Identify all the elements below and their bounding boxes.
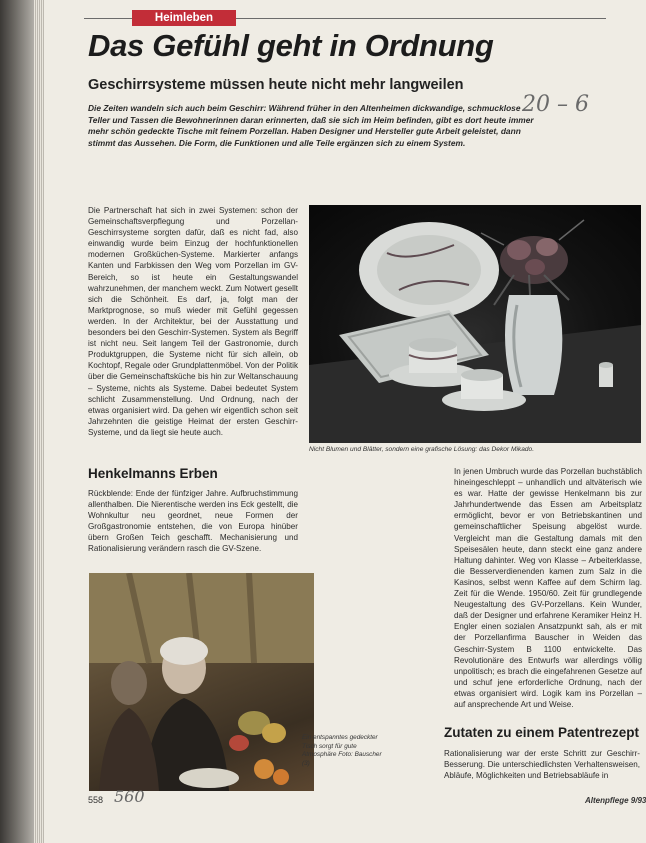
tableware-photo: [309, 205, 641, 443]
large-plate: [359, 222, 499, 318]
headline: Das Gefühl geht in Ordnung: [88, 28, 494, 63]
body-column-3: In jenen Umbruch wurde das Porzellan buchstäblich hineingeschleppt – unhandlich und altväterisch wie es war. Hatte der gewisse Henkelmann bis zur Jahrhundertwende das Essen am Arbeitsplatz ermöglicht, bevor er von Betriebskantinen und gemeinschaftlicher Speisung abgelöst wurde. Vergleicht man die Gestaltung damals mit den Speisesälen heute, dann steckt eine ganz andere Haltung dahinter. Weg von Klasse – Arbeiterklasse, die Besserverdienenden kamen zum Salz in die Kasinos, selbst wenn Kaffee auf dem Schirm lag. Zeit für die Wende. 1950/60. Zeit für grundlegende Neugestaltung des GV-Porzellans. Kein Wunder, daß der Designer und erfahrene Keramiker Heinz H. Engler einen sozialen Ansatzpunkt sah, als er mit der Porzellanfirma Bauscher in Weiden das Geschirr-System B 1100 entwickelte. Das Revolutionäre des Entwurfs war allerdings völlig unpolitisch; es brach die eingefahrenen Gesetze auf und schuf jene erforderliche Ordnung, nach der etwas organisiert wird. Logik kam ins Porzellan – auf ansprechende Art und Weise.: [454, 467, 642, 709]
subheadline: Geschirrsysteme müssen heute nicht mehr langweilen: [88, 77, 464, 93]
body-column-1: Die Partnerschaft hat sich in zwei Systemen: schon der Gemeinschaftsverpflegung und Porzellan-Geschirrsysteme sorgten dafür, daß es nicht fad, also einwandig wurde beim Einzug der hochfunktionellen modernen Großküchen-Systeme. Markierter anfangs Kanten und Farbkissen den Weg vom Porzellan im GV-Bereich, so ist heute ein Gestaltungswandel wahrzunehmen, der manchem weckt. Zum Notwert gesellt sich die Schönheit. Es darf, ja, folgt man der Marktprognose, so muß wieder mit Gefühl gegessen werden. In der Architektur, bei der Ausstattung und besonders bei den Geschirr-Systemen. System als Begriff ist nicht neu. Seit langem Teil der Gastronomie, durch Produktgruppen, die Systeme nicht für sich allein, ob Kochtopf, Regale oder Grundplattenmöbel. Von der Politik über die Gemeinschaftsküche bis hin zur Weltanschauung – Systeme, nichts als Systeme. Dabei bedeutet System schlicht Zusammenstellung. Und Ordnung, nach der etwas organisiert wird. Da gehen wir eigentlich schon seit Jahrzehnten die geistige Heimat der ersten Geschirr-Systeme, und da liegt sie heute auch.: [88, 206, 298, 437]
handwritten-page-number: 560: [114, 787, 145, 806]
section-tag: Heimleben: [132, 10, 236, 26]
zutaten-heading: Zutaten zu einem Patentrezept: [444, 725, 640, 740]
second-person: [99, 661, 159, 791]
handwritten-note: 20 – 6: [522, 92, 589, 117]
table-flowers: [229, 711, 286, 751]
photo-caption-1: Nicht Blumen und Blätter, sondern eine grafische Lösung: das Dekor Mikado.: [309, 446, 535, 453]
photo-caption-2: Ein entspanntes gedeckter Tisch sorgt für gute Atmosphäre Foto: Bauscher (3): [302, 734, 382, 767]
page-number: 558: [88, 795, 104, 805]
henkelmann-heading: Henkelmanns Erben: [88, 466, 218, 481]
zutaten-text: Rationalisierung war der erste Schritt zur Geschirr-Besserung. Die unterschiedlichsten Verhaltensweisen, Abläufe, Möglichkeiten und Betriebsabläufe in: [444, 749, 640, 781]
henkelmann-text: Rückblende: Ende der fünfziger Jahre. Aufbruchstimmung allenthalben. Die Nierentische werden ins Eck gestellt, die Wohnkultur neu geordnet, neue Formen der Großgastronomie entstehen, die von Europa hinüber übern Großen Teich geschafft. Mechanisierung und Rationalisierung verändern rasch die GV-Szene.: [88, 489, 298, 554]
magazine-reference: Altenpflege 9/93: [585, 796, 646, 805]
magazine-page: [44, 0, 646, 843]
lead-paragraph: Die Zeiten wandeln sich auch beim Geschirr: Während früher in den Altenheimen dickwandige, schmucklose Teller und Tassen die Bewohnerinnen daran erinnerten, daß sie sich im Heim befinden, gibt es dort heute immer mehr schön gedeckte Tische mit feinem Porzellan. Haben Designer und Hersteller gute Arbeit geleistet, dann stimmt das Aussehen. Die Form, die Funktionen und alle Teile ergänzen sich zu einem System.: [88, 103, 534, 148]
residents-dining-photo: [89, 573, 314, 791]
dining-scene-illustration: [89, 573, 314, 791]
tableware-illustration: [309, 205, 641, 443]
vase: [505, 295, 562, 395]
